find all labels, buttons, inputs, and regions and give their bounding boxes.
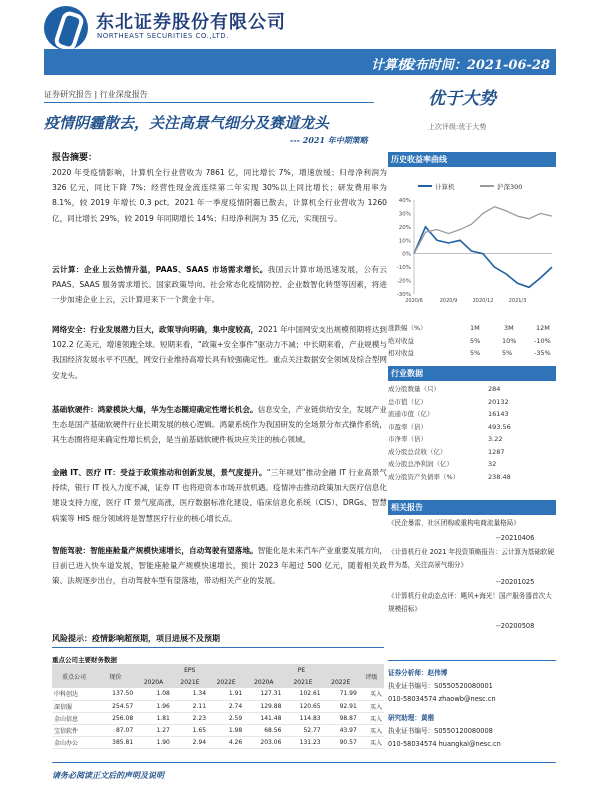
y-tick-label: 10% [398,238,411,245]
y-tick-label: -30% [396,292,411,298]
returns-header: 12M [536,324,550,332]
returns-table [388,322,556,360]
table-row: 成分股总营收（亿） 1287 [388,447,505,456]
related-report[interactable]: 《民企暴雷，社区团购或重构电商流量格局》 [388,519,520,527]
related-reports-heading: 相关报告 [388,500,556,515]
analyst-1-name: 证券分析师：赵伟博 [388,669,448,677]
table-header: 评级 [359,664,384,688]
paragraph-fin-med-it: 金融 IT、医疗 IT：受益于政策推动和创新发展，景气度提升。“三年规划”推动金融 IT 行业高景气持续，银行 IT 投入力度不减，证券 IT 也将迎资本市场开放机遇。疫情冲击推动政策加大医疗信息化建设支持力度，医疗 IT 景气度高涨，医疗数据标准化建设、临床信息化系统（CIS）、DRGs、智慧病案等 HIS 细分领域将是智慧医疗行业的核心增长点。 [52,468,388,523]
abstract-heading: 报告摘要： [52,153,98,163]
table-row: 成分股总净利润（亿） 32 [388,460,497,468]
table-header: 2020A [135,676,172,688]
y-tick-label: 30% [398,211,411,218]
x-tick-label: 2020/9 [439,298,458,304]
table-header: 2020A [244,676,283,688]
legend-label: 计算机 [435,183,455,191]
y-tick-label: 40% [398,198,411,204]
fin-table-title: 重点公司主要财务数据 [52,656,117,664]
table-header: 2022E [323,676,359,688]
previous-rating: 上次评级:优于大势 [428,123,487,131]
table-header: 现价 [96,664,135,688]
paragraph-basic-software: 基础软硬件：鸿蒙模块大爆，华为生态圈迎确定性增长机会。信息安全，产业链供给安全，发展产业生态是国产基础软硬件行业长期发展的核心逻辑。鸿蒙系统作为我国研发的全场景分布式操作系统，其生态圈将迎来确定性增长机会，是当前基础软硬件板块应关注的核心领域。 [52,405,387,445]
x-tick-label: 2020/6 [405,298,423,304]
risk-warning: 风险提示：疫情影响超预期，项目进展不及预期 [52,634,220,643]
company-logo-icon [44,6,88,50]
table-row: 金山办公 385.81 1.90 2.94 4.26 203.06 131.23 90.57 买入 [52,736,384,748]
table-group-header: EPS [135,664,244,676]
rating: 优于大势 [428,89,496,109]
analyst-2-cert: 执业证书编号：S0550120080008 [388,727,493,735]
industry-data-table [388,383,556,483]
divider [388,660,556,661]
paragraph-security: 网络安全：行业发展潜力巨大，政策导向明确，集中度较高，2021 年中国网安支出规模预期将达到 102.2 亿美元，增速领跑全球。短期来看，“政策+安全事件”驱动力不减；中长期来看，产业规模与我国经济发展水平不匹配，网安行业维持高增长具有较强确定性。重点关注数据安全领域及综合型网安龙头。 [52,325,387,380]
chart-heading: 历史收益率曲线 [388,152,556,167]
table-row: 深信服 254.57 1.96 2.11 2.74 129.88 120.65 92.91 买入 [52,700,384,712]
related-report-date: --20200508 [496,622,535,630]
divider [44,102,374,103]
report-subtitle: --- 2021 年中期策略 [290,135,368,145]
analyst-1-cert: 执业证书编号：S0550520080001 [388,682,493,690]
y-tick-label: -10% [396,265,411,272]
related-report[interactable]: 《计算机行业 2021 年投资策略报告：云计算为基础软硬件为基，关注高景气细分》 [388,548,555,569]
returns-header-row [388,322,556,335]
paragraph-cloud: 云计算：企业上云热情升温，PAAS、SAAS 市场需求增长。我国云计算市场迅速发展，公有云 PAAS、SAAS 服务需求增长。国家政策导向、社会常态化疫情防控、企业数智化转型等因素，将进一步加速企业上云，云计算迎来下一个黄金十年。 [52,265,387,305]
table-row: 相对收益 5% 5% -35% [388,349,551,357]
returns-header: 涨跌幅（%） [388,324,427,332]
related-report[interactable]: 《计算机行业动态点评：飓风+海光！国产服务器首次大规模招标》 [388,592,552,613]
publish-date: 发布时间：2021-06-28 [401,58,550,73]
x-tick-label: 2020/12 [472,298,494,304]
table-row: 市盈率（倍） 493.56 [388,422,511,431]
related-report-date: --20201025 [496,578,535,586]
company-name-en: NORTHEAST SECURITIES CO.,LTD. [97,32,229,40]
return-chart [388,170,556,305]
table-row: 宝信软件 87.07 1.27 1.65 1.98 68.56 52.77 43.97 买入 [52,724,384,736]
footer-disclaimer: 请务必阅读正文后的声明及说明 [52,770,164,780]
returns-header: 3M [504,324,514,332]
table-group-header: PE [244,664,359,676]
table-row: 金山信息 256.08 1.81 2.23 2.59 141.48 114.83 98.87 买入 [52,712,384,724]
series-line-computer [414,227,552,287]
table-row: 绝对收益 5% 10% -10% [388,336,551,345]
report-title: 疫情阴霾散去，关注高景气细分及赛道龙头 [44,114,330,132]
company-name-cn: 东北证券股份有限公司 [96,12,286,33]
table-header: 2021E [172,676,208,688]
table-header: 2021E [283,676,322,688]
report-type: 证券研究报告 | 行业深度报告 [44,90,148,99]
paragraph-smart-driving: 智能驾驶：智能座舱量产规模快速增长，自动驾驶有望落地。智能化是未来汽车产业重要发展方向，目前已进入快车道发展，智能座舱量产规模快速增长，预计 2023 年超过 500 亿元，随着相关政策、法规逐步出台，自动驾驶车型有望落地，带动相关产业的发展。 [52,546,387,586]
industry-data-heading: 行业数据 [388,366,556,381]
analyst-1-contact: 010-58034574 zhaowb@nesc.cn [388,695,496,703]
table-row: 总市值（亿） 20132 [388,397,509,406]
financial-table [52,664,384,749]
y-tick-label: -20% [396,278,411,285]
table-row: 成分股资产负债率（%） 238.48 [388,472,511,481]
related-report-date: --20210406 [496,534,535,542]
table-row: 中科创达 137.50 1.08 1.34 1.91 127.31 102.61 71.99 买入 [52,688,384,700]
table-header: 重点公司 [52,664,96,688]
table-header: 2022E [208,676,244,688]
series-line-hs300 [414,207,552,254]
analyst-2-name: 研究助理：黄楷 [388,714,435,722]
analyst-2-contact: 010-58034574 huangkai@nesc.cn [388,740,501,748]
y-tick-label: 20% [398,224,411,231]
returns-header: 1M [470,324,480,332]
x-tick-label: 2021/3 [508,298,527,304]
table-row: 成分股数量（只） 284 [388,385,501,393]
table-row: 流通市值（亿） 16143 [388,410,509,418]
divider [52,762,556,763]
sector-label: 计算机 [370,58,410,73]
paragraph-1: 2020 年受疫情影响，计算机全行业营收为 7861 亿，同比增长 7%，增速放缓；归母净利润为 326 亿元，同比下降 7%；经营性现金流连续第二年实现 30%以上同比增长；研发费用率为 8.1%，较 2019 年增长 0.3 pct。2021 年一季度疫情阴霾已散去，计算机全行业营收为 1260 亿，同比增长 29%，较 2019 年同期增长 14%；归母净利润为 35 亿元，实现扭亏。 [52,168,387,223]
y-tick-label: 0% [402,251,411,258]
table-row: 市净率（倍） 3.22 [388,435,503,443]
divider [52,647,384,648]
legend-label: 沪深300 [497,183,523,191]
